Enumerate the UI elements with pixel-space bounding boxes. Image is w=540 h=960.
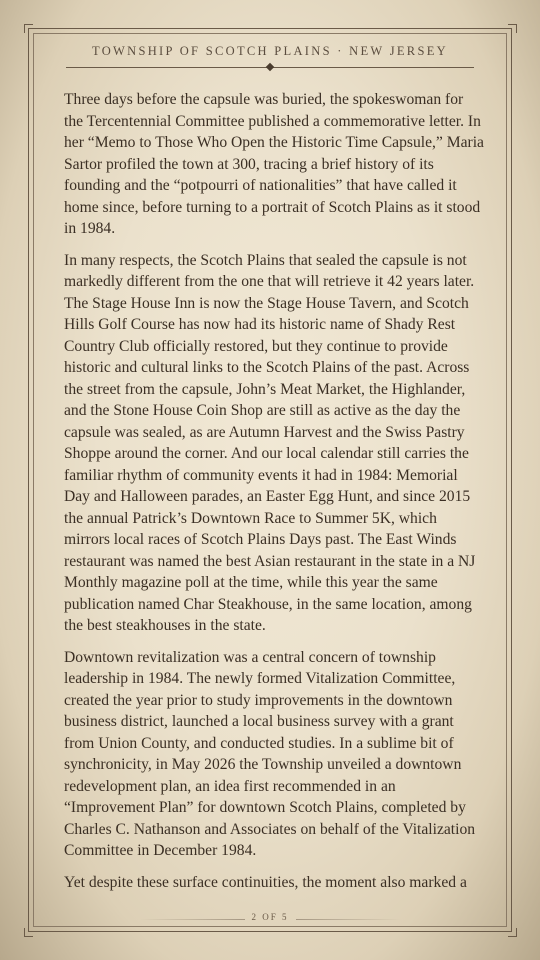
corner-ornament-bottom-left (24, 928, 33, 937)
article-body (64, 89, 486, 903)
article-paragraph-1: Three days before the capsule was buried, the spokeswoman for the Tercentennial Committee published a commemorative letter. In her “Memo to Those Who Open the Historic Time Capsule,” Maria Sartor profiled the town at 300, tracing a brief history of its founding and the “potpourri of nationalities” that have called it home since, before turning to a portrait of Scotch Plains as it stood in 1984. (64, 91, 484, 237)
article-paragraph-3: Downtown revitalization was a central concern of township leadership in 1984. The newly formed Vitalization Committee, created the year prior to study improvements in the downtown business district, launched a local business survey with a grant from Union County, and conducted studies. In a sublime bit of synchronicity, in May 2026 the Township unveiled a downtown redevelopment plan, an idea first recommended in an “Improvement Plan” for downtown Scotch Plains, completed by Charles C. Nathanson and Associates on behalf of the Vitalization Committee in December 1984. (64, 648, 476, 859)
corner-ornament-top-right (508, 24, 517, 33)
article-paragraph-4: Yet despite these surface continuities, the moment also marked a (64, 873, 467, 891)
page-indicator: 2 OF 5 (251, 912, 289, 922)
article-paragraph-2: In many respects, the Scotch Plains that sealed the capsule is not markedly different from the one that will retrieve it 42 years later. The Stage House Inn is now the Stage House Tavern, and Scotch Hills Golf Course has now had its historic name of Shady Rest Country Club officially restored, but they continue to provide historic and cultural links to the Scotch Plains of the past. Across the street from the capsule, John’s Meat Market, the Highlander, and the Stone House Coin Shop are still as active as the day the capsule was sealed, as are Autumn Harvest and the Swiss Pastry Shoppe around the corner. And our local calendar still carries the familiar rhythm of community events it had in 1984: Memorial Day and Halloween parades, an Easter Egg Hunt, and since 2015 the annual Patrick’s Downtown Race to Summer 5K, which mirrors local races of Scotch Plains Days past. The East Winds restaurant was named the best Asian restaurant in the state in a NJ Monthly magazine poll at the time, while this year the same publication named Char Steakhouse, in the same location, among the best steakhouses in the state. (64, 251, 476, 634)
page-header-title: TOWNSHIP OF SCOTCH PLAINS · NEW JERSEY (92, 44, 448, 58)
corner-ornament-bottom-right (508, 928, 517, 937)
corner-ornament-top-left (24, 24, 33, 33)
